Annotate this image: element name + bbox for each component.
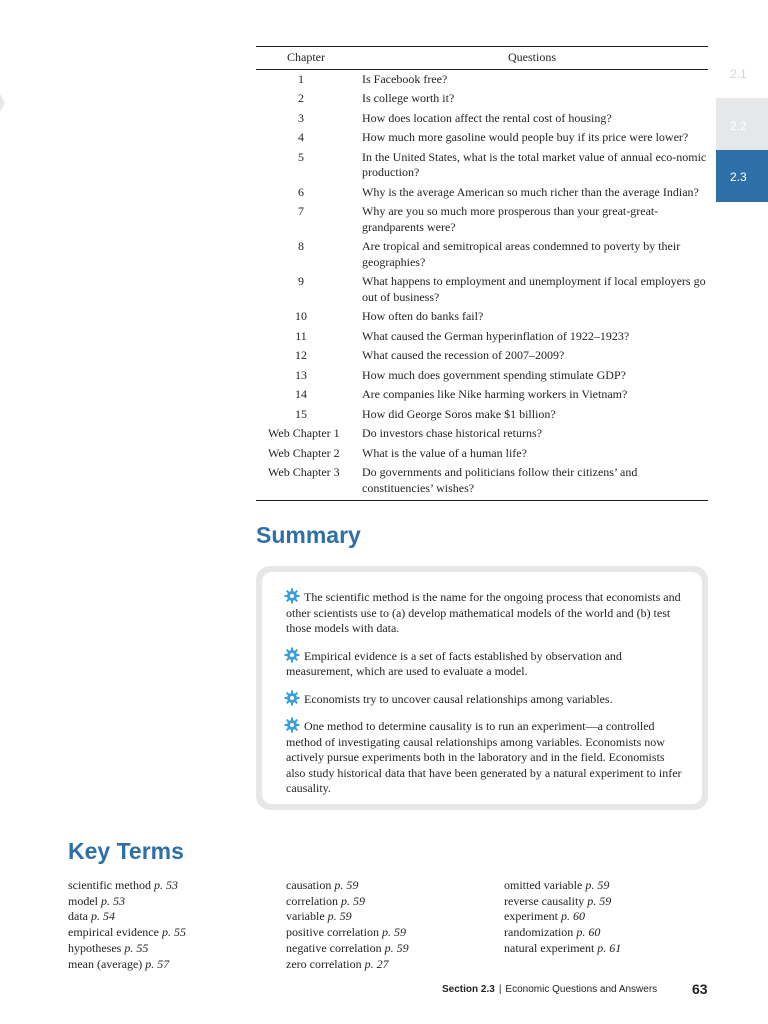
question-cell: How much more gasoline would people buy if its price were lower? [362,130,689,144]
table-row [256,202,708,237]
key-term [68,909,278,925]
term-name: causation [286,878,332,892]
question-cell: What caused the German hyperinflation of 1922–1923? [362,328,630,343]
table-row [256,237,708,272]
column-header-questions: Questions [356,47,708,70]
term-page-ref: p. 53 [153,878,178,892]
term-page-ref: p. 55 [124,940,149,955]
term-name: randomization [504,925,574,940]
term-name: zero correlation [286,956,362,971]
key-term [286,909,496,925]
term-page-ref: p. 59 [585,878,610,892]
gear-bullet-icon [284,690,300,706]
summary-heading: Summary [256,522,361,548]
chapter-cell: 14 [295,387,307,401]
footer-section-label: Section 2.3 [442,984,495,995]
summary-bullet [286,717,682,797]
footer-separator: | [498,984,502,995]
term-name: model [68,893,98,908]
column-header-chapter: Chapter [256,47,356,70]
term-name: hypotheses [68,940,122,955]
table-header-row [256,47,708,70]
term-name: scientific method [68,878,151,892]
summary-box [256,566,708,810]
table-row [256,148,708,183]
term-name: correlation [286,893,338,908]
section-tab-2-1[interactable]: 2.1 [716,60,768,98]
question-cell: How often do banks fail? [362,309,484,323]
term-name: data [68,909,88,924]
term-name: positive correlation [286,925,379,940]
term-page-ref: p. 59 [327,909,352,924]
question-cell: Is college worth it? [362,91,455,105]
key-term [504,878,714,894]
chapter-cell: 9 [298,274,304,288]
summary-bullet-text: The scientific method is the name for the ongoing process that economists and other scientists use to (a) develop mathematical models of the world and (b) test those models with data. [286,590,681,635]
term-page-ref: p. 59 [381,925,406,940]
key-term [504,941,714,957]
table-row [256,272,708,307]
key-term [68,925,278,941]
term-name: reverse causality [504,893,585,908]
term-page-ref: p. 59 [587,893,612,908]
chapter-cell: 12 [295,348,307,362]
section-tab-2-3[interactable]: 2.3 [716,150,768,202]
summary-content [262,572,702,804]
chapter-cell: 3 [298,110,304,125]
table-row [256,346,708,366]
summary-bullet [286,690,682,708]
gear-bullet-icon [284,717,300,733]
table-row [256,424,708,444]
question-cell: What caused the recession of 2007–2009? [362,348,565,362]
question-cell: How does location affect the rental cost of housing? [362,110,612,125]
table-row [256,405,708,425]
table-row [256,69,708,89]
chapter-cell: Web Chapter 1 [268,426,340,440]
term-page-ref: p. 60 [560,909,585,924]
chapter-cell: Web Chapter 3 [256,463,356,501]
key-term [286,925,496,941]
table-row [256,89,708,109]
footer-title: Economic Questions and Answers [505,984,658,995]
question-cell: What happens to employment and unemployment if local employers go out of business? [362,274,706,304]
term-page-ref: p. 54 [91,909,115,924]
key-terms-column-3 [504,878,714,957]
term-page-ref: p. 57 [145,956,170,971]
chapter-cell: 11 [295,328,307,343]
question-cell: Why are you so much more prosperous than your great-great-grandparents were? [362,204,659,234]
term-page-ref: p. 60 [576,925,601,940]
chapter-cell: 4 [298,130,304,144]
chapter-cell: 8 [298,239,304,253]
term-page-ref: p. 55 [161,925,186,940]
table-row [256,385,708,405]
chapter-cell: 5 [298,149,304,164]
term-name: variable [286,909,325,924]
term-page-ref: p. 53 [101,893,125,908]
summary-bullet-text: Economists try to uncover causal relationships among variables. [304,691,613,706]
term-name: empirical evidence [68,925,159,940]
key-term [504,925,714,941]
question-cell: How much does government spending stimulate GDP? [362,367,626,382]
chapter-cell: Web Chapter 2 [268,445,340,460]
question-cell: In the United States, what is the total market value of annual eco-nomic production? [362,149,707,179]
table-row [256,366,708,386]
section-tab-2-2[interactable]: 2.2 [716,98,768,150]
question-cell: Are companies like Nike harming workers in Vietnam? [362,387,628,401]
table-row [256,327,708,347]
table-row [256,109,708,129]
term-page-ref: p. 61 [597,940,622,955]
question-cell: Are tropical and semitropical areas condemned to poverty by their geographies? [362,239,681,269]
key-term [68,894,278,910]
question-cell: Why is the average American so much richer than the average Indian? [362,184,699,199]
summary-bullet [286,647,682,680]
term-name: experiment [504,909,558,924]
chapter-cell: 2 [298,91,304,105]
key-terms-heading: Key Terms [68,838,184,864]
table-row [256,463,708,501]
chapter-cell: 15 [295,406,307,421]
key-term [504,894,714,910]
key-term [286,894,496,910]
term-page-ref: p. 27 [364,956,389,971]
key-term [286,957,496,973]
page-footer [442,981,712,997]
chapter-cell: 6 [298,184,304,199]
chapter-cell: 1 [298,71,304,86]
term-page-ref: p. 59 [334,878,359,892]
chapter-questions-table [256,46,708,501]
chapter-cell: 10 [295,309,307,323]
table-row [256,183,708,203]
chapter-cell: 7 [298,204,304,218]
question-cell: Is Facebook free? [362,71,448,86]
key-term [68,957,278,973]
left-edge-marker [0,94,5,112]
key-terms-column-2 [286,878,496,972]
gear-bullet-icon [284,647,300,663]
term-name: natural experiment [504,940,595,955]
table-row [256,444,708,464]
key-term [286,941,496,957]
key-term [68,941,278,957]
key-term [504,909,714,925]
term-name: omitted variable [504,878,583,892]
question-cell: What is the value of a human life? [362,445,527,460]
summary-bullet-text: Empirical evidence is a set of facts established by observation and measurement, which are used to evaluate a model. [286,648,622,678]
term-name: negative correlation [286,940,382,955]
page-number: 63 [692,981,708,997]
summary-bullet [286,588,682,637]
question-cell: Do investors chase historical returns? [362,426,542,440]
question-cell: How did George Soros make $1 billion? [362,406,556,421]
chapter-cell: 13 [295,367,307,382]
key-term [68,878,278,894]
term-name: mean (average) [68,956,143,971]
table-row [256,307,708,327]
key-terms-column-1 [68,878,278,972]
question-cell: Do governments and politicians follow their citizens’ and constituencies’ wishes? [356,463,708,501]
summary-bullet-text: One method to determine causality is to run an experiment—a controlled method of investigating causal relationships among variables. Economists now actively pursue experiments both in the laboratory and in the field. Economists also study historical data that have been generated by a natural experiment to infer causality. [286,719,682,795]
key-term [286,878,496,894]
term-page-ref: p. 59 [384,940,409,955]
term-page-ref: p. 59 [340,893,365,908]
table-row [256,128,708,148]
gear-bullet-icon [284,588,300,604]
